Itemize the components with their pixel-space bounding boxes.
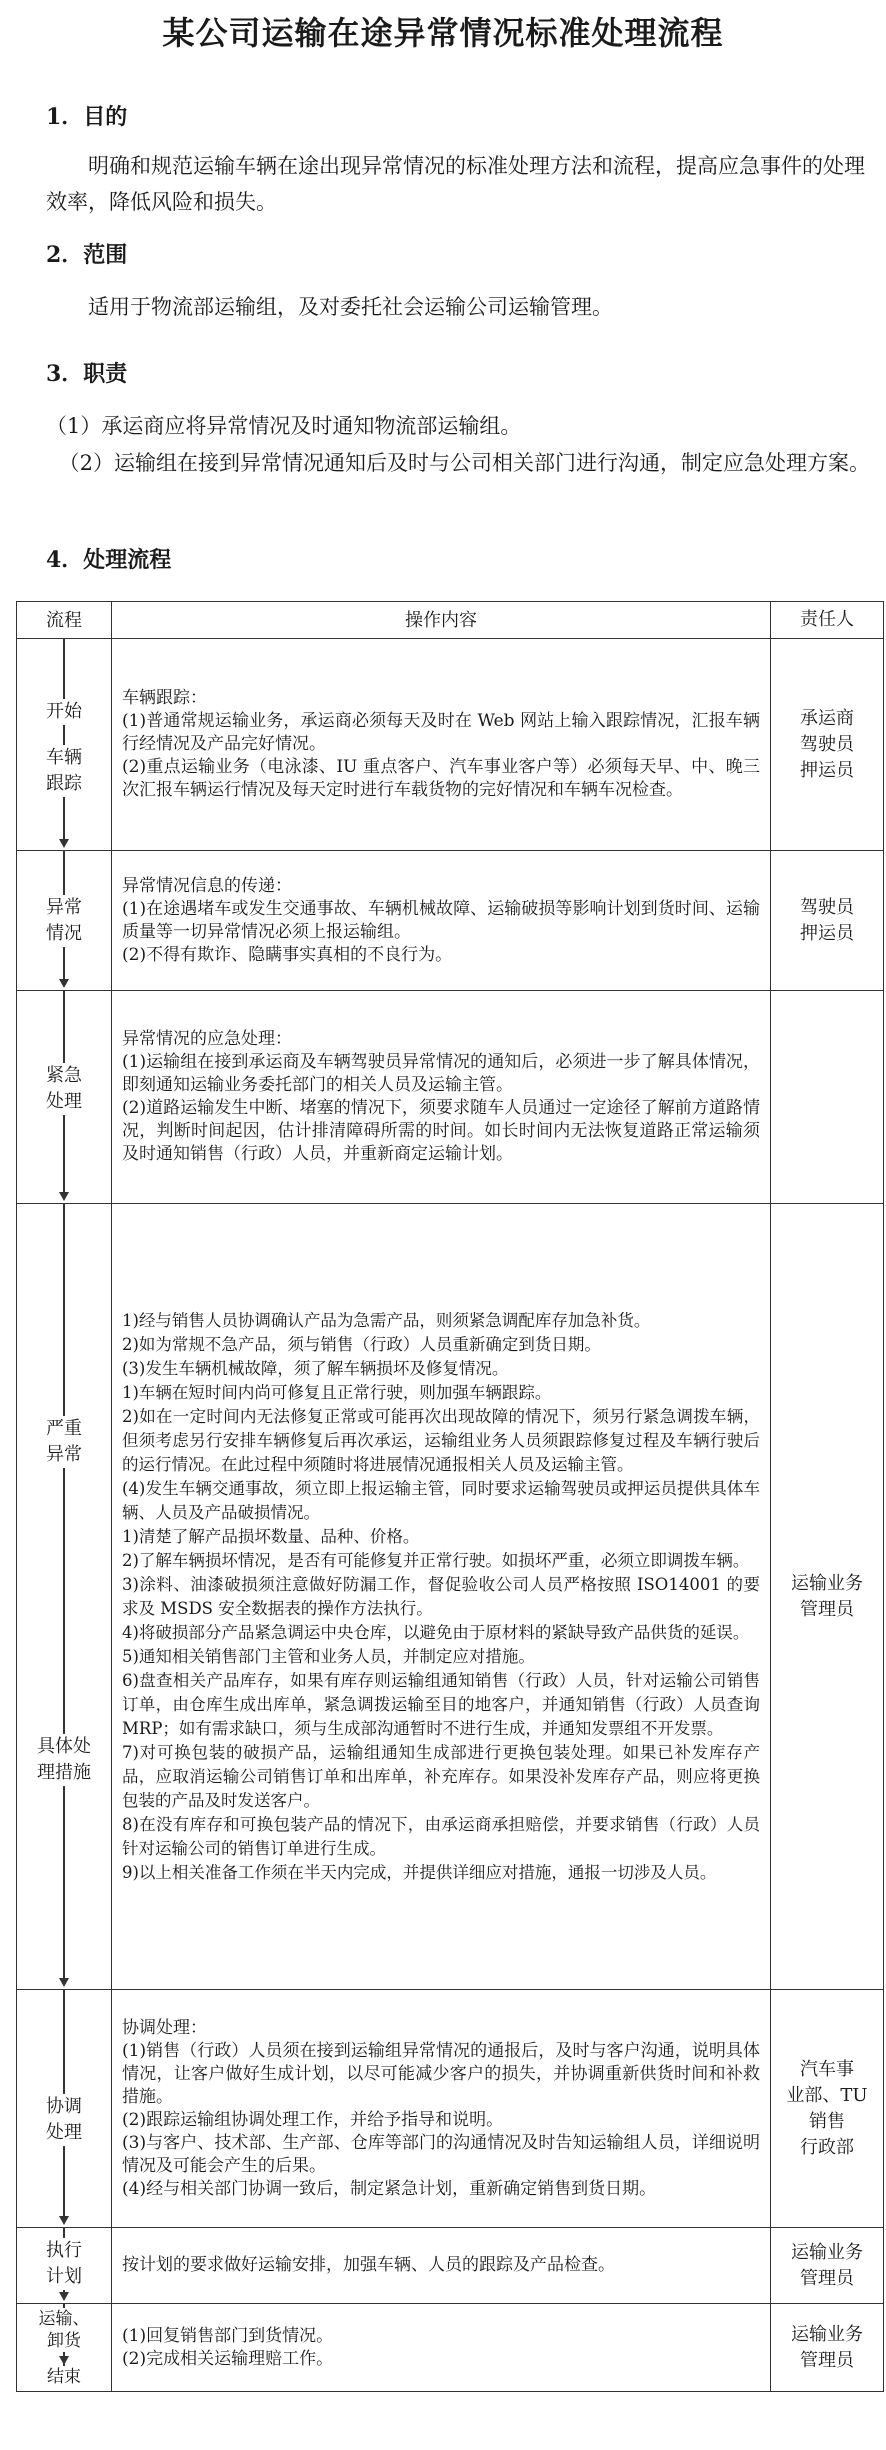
owner-line: 行政部 bbox=[800, 2136, 854, 2158]
section-2-text: 适用于物流部运输组，及对委托社会运输公司运输管理。 bbox=[88, 295, 613, 319]
owner-line: 管理员 bbox=[800, 2267, 854, 2289]
section-4-heading: 4．处理流程 bbox=[46, 547, 172, 573]
flow-label-execute: 执行计划 bbox=[17, 2238, 111, 2290]
content-cell bbox=[112, 991, 771, 1204]
flow-label-start: 开始 bbox=[17, 699, 111, 725]
content-line: 1)经与销售人员协调确认产品为急需产品，则须紧急调配库存加急补货。 bbox=[122, 1310, 651, 1330]
owner-cell bbox=[771, 1990, 884, 2228]
table-row bbox=[17, 639, 884, 851]
content-cell bbox=[112, 2228, 771, 2304]
content-line: 7)对可换包装的破损产品，运输组通知生成部进行更换包装处理。如果已补发库存产品，应取消运输公司销售订单和出库单，补充库存。如果没补发库存产品，则应将更换包装的产品及时发送客户。 bbox=[122, 1742, 760, 1810]
content-cell bbox=[112, 851, 771, 991]
flow-cell bbox=[17, 639, 112, 851]
owner-line: 押运员 bbox=[800, 759, 854, 781]
content-line: 2)如为常规不急产品，须与销售（行政）人员重新确定到货日期。 bbox=[122, 1334, 601, 1354]
flow-label-emergency: 紧急处理 bbox=[17, 1063, 111, 1115]
owner-cell bbox=[771, 1204, 884, 1990]
table-row bbox=[17, 2304, 884, 2392]
content-cell bbox=[112, 1204, 771, 1990]
flow-cell bbox=[17, 991, 112, 1204]
content-line: 2)了解车辆损坏情况，是否有可能修复并正常行驶。如损坏严重，必须立即调拨车辆。 bbox=[122, 1550, 750, 1570]
content-line: (3)发生车辆机械故障，须了解车辆损坏及修复情况。 bbox=[122, 1358, 509, 1378]
section-3-heading: 3．职责 bbox=[46, 361, 128, 387]
owner-line: 运输业务 bbox=[791, 2241, 863, 2263]
table-row bbox=[17, 1204, 884, 1990]
owner-cell bbox=[771, 991, 884, 1204]
header-content: 操作内容 bbox=[112, 602, 771, 639]
owner-line: 驾驶员 bbox=[800, 733, 854, 755]
owner-line: 管理员 bbox=[800, 1598, 854, 1620]
section-1-text: 明确和规范运输车辆在途出现异常情况的标准处理方法和流程，提高应急事件的处理效率，降低风险和损失。 bbox=[46, 154, 865, 214]
flow-label-measures: 具体处理措施 bbox=[17, 1734, 111, 1786]
content-line: (2)不得有欺诈、隐瞒事实真相的不良行为。 bbox=[122, 944, 453, 965]
owner-line: 承运商 bbox=[800, 707, 854, 729]
content-line: 1)车辆在短时间内尚可修复且正常行驶，则加强车辆跟踪。 bbox=[122, 1382, 552, 1402]
content-line: (1)销售（行政）人员须在接到运输组异常情况的通报后，及时与客户沟通，说明具体情况，让客户做好生成计划，以尽可能减少客户的损失，并协调重新供货时间和补救措施。 bbox=[122, 2040, 760, 2107]
content-line: 异常情况信息的传递： bbox=[122, 875, 292, 896]
content-line: 9)以上相关准备工作须在半天内完成，并提供详细应对措施，通报一切涉及人员。 bbox=[122, 1862, 717, 1882]
content-line: (4)发生车辆交通事故，须立即上报运输主管，同时要求运输驾驶员或押运员提供具体车辆、人员及产品破损情况。 bbox=[122, 1478, 760, 1522]
owner-line: 业部、TU bbox=[786, 2084, 868, 2106]
owner-cell bbox=[771, 2228, 884, 2304]
table-row bbox=[17, 991, 884, 1204]
content-cell bbox=[112, 2304, 771, 2392]
flow-cell bbox=[17, 1204, 112, 1990]
page-title: 某公司运输在途异常情况标准处理流程 bbox=[162, 14, 724, 52]
flow-label-abnormal: 异常情况 bbox=[17, 895, 111, 947]
content-line: (2)完成相关运输理赔工作。 bbox=[122, 2348, 334, 2369]
owner-cell bbox=[771, 2304, 884, 2392]
section-1-heading: 1．目的 bbox=[46, 104, 128, 130]
owner-line: 管理员 bbox=[800, 2349, 854, 2371]
owner-cell bbox=[771, 639, 884, 851]
content-line: (2)跟踪运输组协调处理工作，并给予指导和说明。 bbox=[122, 2109, 504, 2130]
content-line: 2)如在一定时间内无法修复正常或可能再次出现故障的情况下，须另行紧急调拨车辆，但须考虑另行安排车辆修复后再次承运，运输组业务人员须跟踪修复过程及车辆行驶后的运行情况。在此过程中须随时将进展情况通报相关人员及运输主管。 bbox=[122, 1406, 760, 1474]
owner-cell bbox=[771, 851, 884, 991]
section-3-item-1: （1）承运商应将异常情况及时通知物流部运输组。 bbox=[46, 414, 522, 438]
table-header-row bbox=[17, 602, 884, 639]
content-line: 6)盘查相关产品库存，如果有库存则运输组通知销售（行政）人员，针对运输公司销售订单，由仓库生成出库单，紧急调拨运输至目的地客户，并通知销售（行政）人员查询 MRP；如有需求缺口，须与生成部沟通暂时不进行生成，并通知发票组不开发票。 bbox=[122, 1670, 760, 1738]
content-line: 协调处理： bbox=[122, 2017, 207, 2038]
content-line: (3)与客户、技术部、生产部、仓库等部门的沟通情况及时告知运输组人员，详细说明情况及可能会产生的后果。 bbox=[122, 2132, 760, 2176]
section-3-item-2: （2）运输组在接到异常情况通知后及时与公司相关部门进行沟通，制定应急处理方案。 bbox=[58, 451, 870, 475]
content-line: (1)回复销售部门到货情况。 bbox=[122, 2325, 334, 2346]
content-line: (4)经与相关部门协调一致后，制定紧急计划，重新确定销售到货日期。 bbox=[122, 2178, 657, 2199]
content-line: 1)清楚了解产品损坏数量、品种、价格。 bbox=[122, 1526, 420, 1546]
owner-line: 押运员 bbox=[800, 922, 854, 944]
flow-cell bbox=[17, 2304, 112, 2392]
table-row bbox=[17, 2228, 884, 2304]
content-line: (1)在途遇堵车或发生交通事故、车辆机械故障、运输破损等影响计划到货时间、运输质量等一切异常情况必须上报运输组。 bbox=[122, 898, 760, 942]
content-line: 异常情况的应急处理： bbox=[122, 1029, 292, 1049]
content-line: 按计划的要求做好运输安排，加强车辆、人员的跟踪及产品检查。 bbox=[122, 2255, 615, 2275]
section-2-heading: 2．范围 bbox=[46, 242, 128, 268]
content-line: 3)涂料、油漆破损须注意做好防漏工作，督促验收公司人员严格按照 ISO14001 的要求及 MSDS 安全数据表的操作方法执行。 bbox=[122, 1574, 760, 1618]
content-cell bbox=[112, 639, 771, 851]
owner-line: 运输业务 bbox=[791, 1572, 863, 1594]
table-row bbox=[17, 1990, 884, 2228]
table-row bbox=[17, 851, 884, 991]
content-line: (1)运输组在接到承运商及车辆驾驶员异常情况的通知后，必须进一步了解具体情况，即刻通知运输业务委托部门的相关人员及运输主管。 bbox=[122, 1052, 760, 1095]
flow-cell bbox=[17, 851, 112, 991]
content-line: (2)道路运输发生中断、堵塞的情况下，须要求随车人员通过一定途径了解前方道路情况，判断时间起因，估计排清障碍所需的时间。如长时间内无法恢复道路正常运输须及时通知销售（行政）人员，并重新商定运输计划。 bbox=[122, 1098, 760, 1164]
content-line: 车辆跟踪： bbox=[122, 688, 207, 708]
content-line: 5)通知相关销售部门主管和业务人员，并制定应对措施。 bbox=[122, 1646, 535, 1666]
process-table bbox=[16, 601, 884, 2392]
flow-label-end: 结束 bbox=[17, 2366, 111, 2388]
flow-label-serious: 严重异常 bbox=[17, 1416, 111, 1468]
content-line: (1)普通常规运输业务，承运商必须每天及时在 Web 网站上输入跟踪情况，汇报车辆行经情况及产品完好情况。 bbox=[122, 711, 760, 754]
owner-line: 运输业务 bbox=[791, 2323, 863, 2345]
flow-cell bbox=[17, 1990, 112, 2228]
header-flow: 流程 bbox=[17, 602, 112, 639]
flow-label-unload: 运输、卸货 bbox=[17, 2308, 111, 2352]
flow-cell bbox=[17, 2228, 112, 2304]
content-cell bbox=[112, 1990, 771, 2228]
content-line: 4)将破损部分产品紧急调运中央仓库，以避免由于原材料的紧缺导致产品供货的延误。 bbox=[122, 1622, 750, 1642]
header-owner: 责任人 bbox=[771, 602, 884, 639]
owner-line: 驾驶员 bbox=[800, 896, 854, 918]
content-line: 8)在没有库存和可换包装产品的情况下，由承运商承担赔偿，并要求销售（行政）人员针对运输公司的销售订单进行生成。 bbox=[122, 1814, 760, 1858]
flow-label-coordinate: 协调处理 bbox=[17, 2094, 111, 2146]
owner-line: 汽车事 bbox=[800, 2058, 854, 2080]
flow-label-vehicle-tracking: 车辆跟踪 bbox=[17, 745, 111, 797]
content-line: (2)重点运输业务（电泳漆、IU 重点客户、汽车事业客户等）必须每天早、中、晚三次汇报车辆运行情况及每天定时进行车载货物的完好情况和车辆车况检查。 bbox=[122, 757, 760, 800]
owner-line: 销售 bbox=[809, 2110, 845, 2132]
